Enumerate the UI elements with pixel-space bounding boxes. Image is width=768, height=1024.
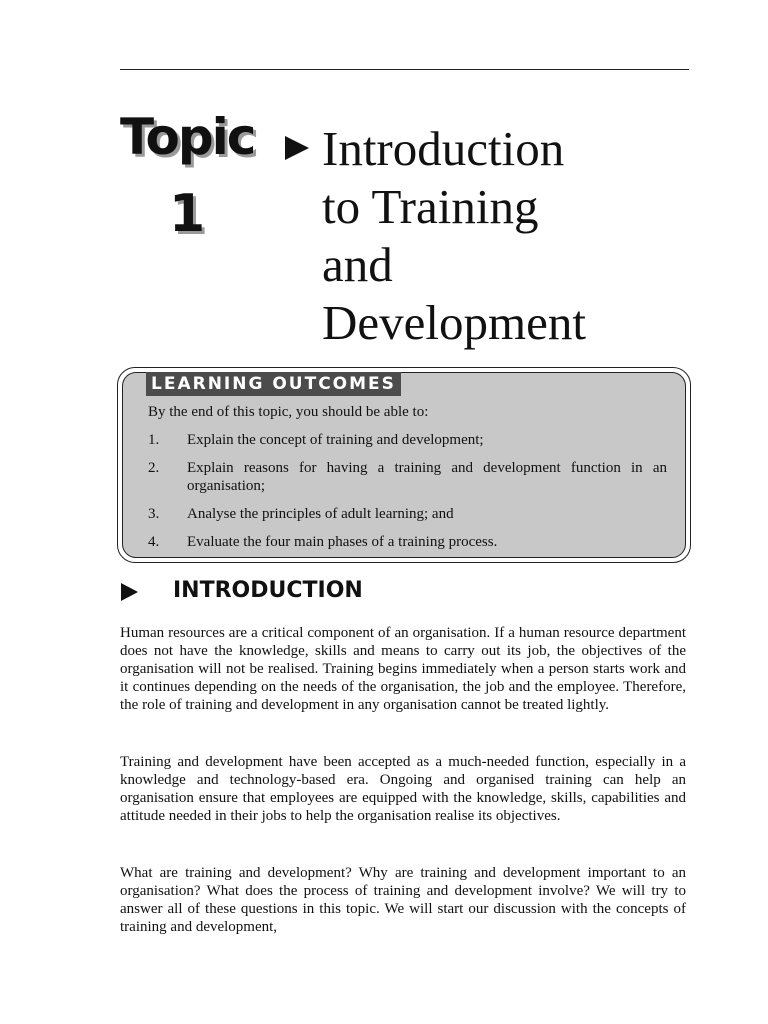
topic-number: 1 [169, 184, 206, 244]
topic-title-line-3: and [322, 237, 393, 292]
outcome-text: Explain reasons for having a training and development function in an organisation; [187, 460, 667, 494]
introduction-paragraph-1: Human resources are a critical component of an organisation. If a human resource department does not have the knowledge, skills and means to carry out its job, the objectives of the organisation will not be realised. Training begins immediately when a person starts work and it continues depending on the needs of the organisation, the job and the employee. Therefore, the role of training and development in any organisation cannot be treated lightly. [120, 625, 686, 713]
outcome-text: Evaluate the four main phases of a training process. [187, 534, 498, 550]
introduction-paragraph-2: Training and development have been accepted as a much-needed function, especially in a knowledge and technology-based era. Ongoing and organised training can help an organisation ensure that employees are equipped with the knowledge, skills, capabilities and attitude needed in their jobs to help the organisation realise its objectives. [120, 754, 686, 824]
topic-title-line-1: Introduction [322, 121, 565, 176]
learning-outcomes-heading: LEARNING OUTCOMES [146, 372, 401, 396]
outcome-text: Explain the concept of training and development; [187, 432, 484, 448]
introduction-heading: INTRODUCTION [173, 578, 363, 603]
header-rule [120, 69, 689, 70]
topic-title-line-4: Development [322, 295, 586, 350]
topic-title-line-2: to Training [322, 179, 539, 234]
outcome-number: 4. [148, 534, 160, 550]
introduction-paragraph-3: What are training and development? Why are training and development important to an organisation? What does the process of training and development involve? We will try to answer all of these questions in this topic. We will start our discussion with the concepts of training and development, [120, 865, 686, 935]
section-arrow-icon [121, 583, 138, 601]
topic-label: Topic [120, 108, 255, 166]
title-arrow-icon [285, 136, 309, 160]
learning-outcomes-intro: By the end of this topic, you should be able to: [148, 404, 429, 420]
outcome-number: 3. [148, 506, 160, 522]
outcome-number: 2. [148, 460, 160, 476]
outcome-number: 1. [148, 432, 160, 448]
outcome-text: Analyse the principles of adult learning; and [187, 506, 454, 522]
